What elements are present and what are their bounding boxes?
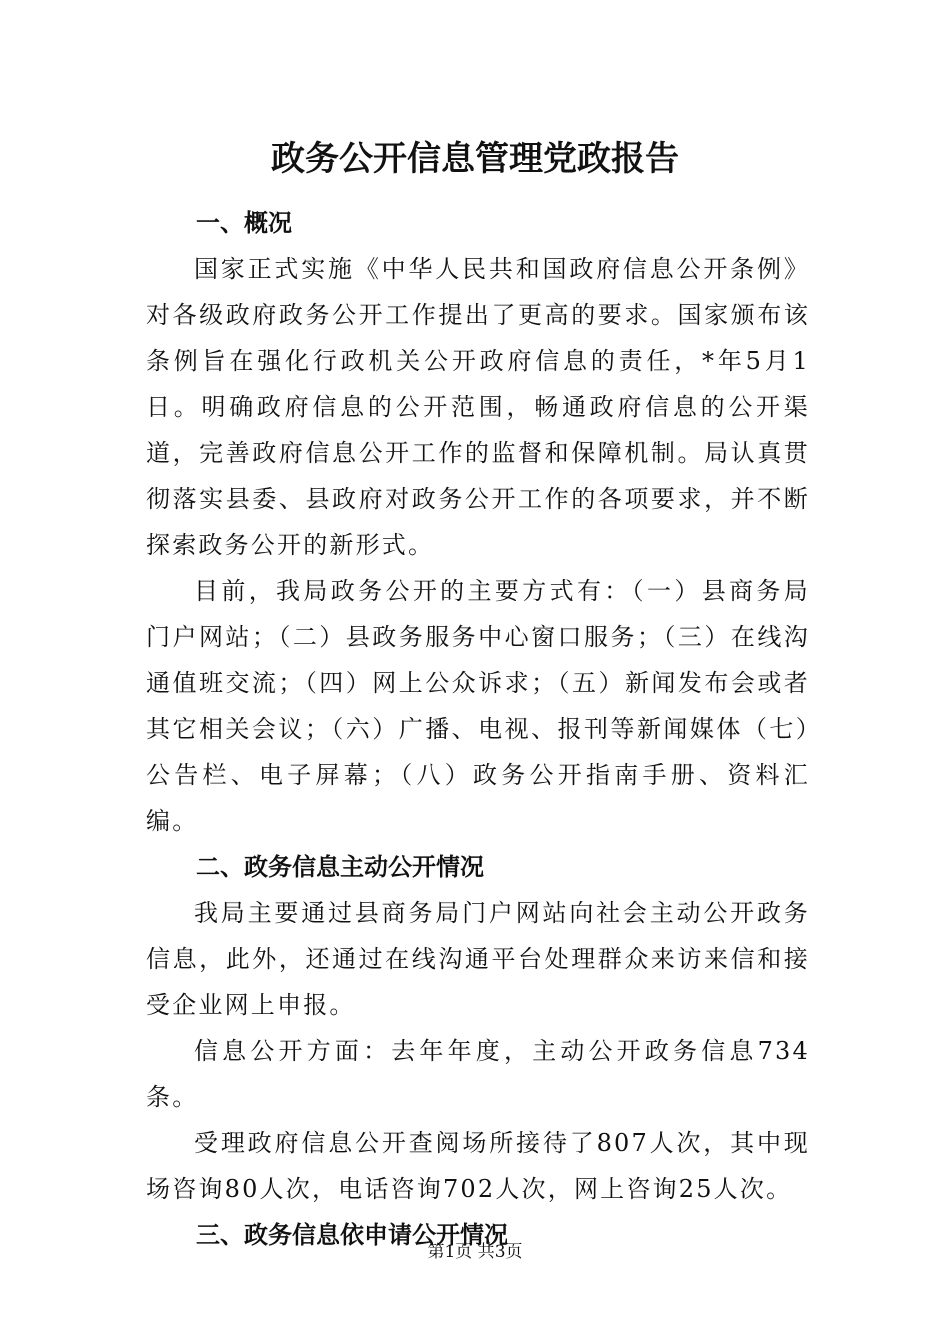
paragraph: 受理政府信息公开查阅场所接待了807人次，其中现场咨询80人次，电话咨询702人次，网上咨询25人次。 [146,1129,810,1203]
document-title: 政务公开信息管理党政报告 [271,139,679,179]
paragraph: 目前，我局政务公开的主要方式有：（一）县商务局门户网站；（二）县政务服务中心窗口服务；（三）在线沟通值班交流；（四）网上公众诉求；（五）新闻发布会或者其它相关会议；（六）广播、电视、报刊等新闻媒体（七）公告栏、电子屏幕；（八）政务公开指南手册、资料汇编。 [146,577,810,835]
section-heading: 二、政务信息主动公开情况 [196,853,484,881]
page-indicator: 第1页 共3页 [427,1242,523,1262]
paragraph: 我局主要通过县商务局门户网站向社会主动公开政务信息，此外，还通过在线沟通平台处理群众来访来信和接受企业网上申报。 [146,899,810,1019]
section-heading: 三、政务信息依申请公开情况 [196,1221,508,1249]
document-body [146,200,810,1258]
paragraph: 国家正式实施《中华人民共和国政府信息公开条例》对各级政府政务公开工作提出了更高的要求。国家颁布该条例旨在强化行政机关公开政府信息的责任，*年5月1日。明确政府信息的公开范围，畅通政府信息的公开渠道，完善政府信息公开工作的监督和保障机制。局认真贯彻落实县委、县政府对政务公开工作的各项要求，并不断探索政务公开的新形式。 [146,255,810,559]
section-heading: 一、概况 [196,209,292,237]
paragraph: 信息公开方面：去年年度，主动公开政务信息734条。 [146,1037,810,1111]
